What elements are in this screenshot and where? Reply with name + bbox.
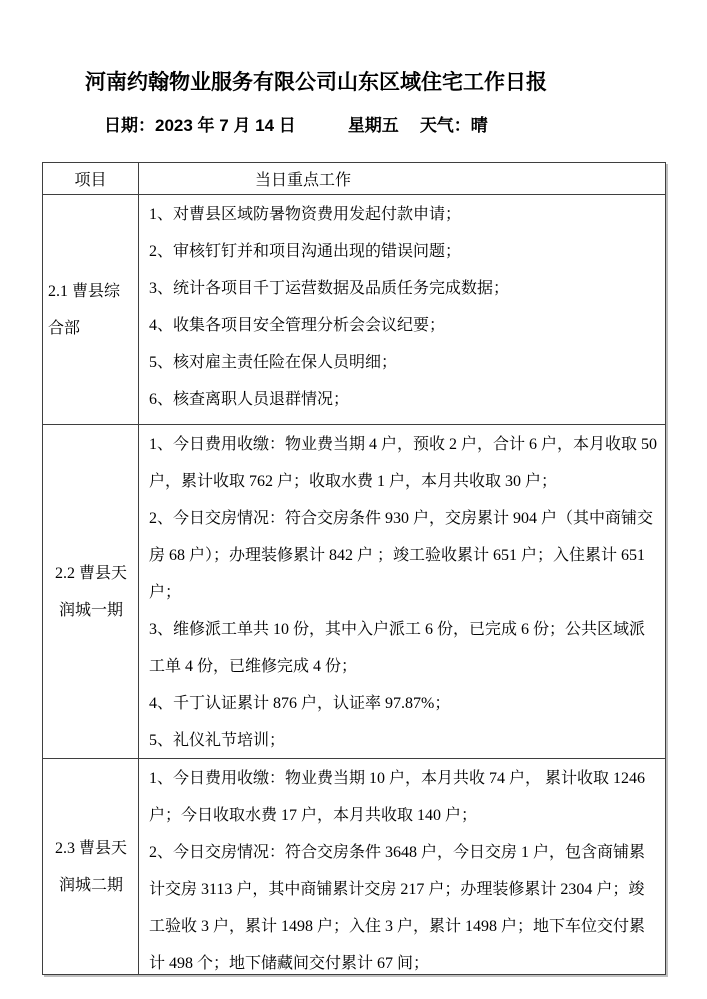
column-header-project: 项目 — [43, 163, 139, 194]
work-cell — [139, 195, 665, 424]
work-cell — [139, 425, 665, 758]
project-line: 2.1 曹县综 — [48, 282, 121, 300]
work-item: 4、收集各项目安全管理分析会会议纪要； — [149, 317, 446, 334]
dateline — [104, 111, 488, 136]
work-cell — [139, 759, 665, 974]
page-title: 河南约翰物业服务有限公司山东区域住宅工作日报 — [85, 71, 547, 94]
work-item: 2、今日交房情况：符合交房条件 3648 户，今日交房 1 户，包含商铺累计交房 3113 户，其中商铺累计交房 217 户；办理装修累计 2304 户；竣工验收 3 户，累计 1498 户；入住 3 户，累计 1498 户；地下车位交付累计 498 个；地下储藏间交付累计 67 间； — [149, 844, 646, 972]
project-cell — [43, 759, 139, 974]
column-header-work: 当日重点工作 — [255, 172, 352, 189]
table-row — [43, 194, 665, 424]
work-item: 5、核对雇主责任险在保人员明细； — [149, 354, 398, 371]
work-item: 3、维修派工单共 10 份，其中入户派工 6 份，已完成 6 份；公共区域派工单 4 份，已维修完成 4 份； — [149, 621, 646, 675]
weather-text: 天气：晴 — [419, 116, 488, 135]
project-cell — [43, 195, 139, 424]
work-item: 1、今日费用收缴：物业费当期 4 户，预收 2 户，合计 6 户，本月收取 50 户，累计收取 762 户；收取水费 1 户，本月共收取 30 户； — [149, 436, 658, 490]
project-line: 2.2 曹县天 — [54, 564, 127, 582]
work-item: 5、礼仪礼节培训； — [149, 732, 286, 749]
project-cell — [43, 425, 139, 758]
project-line: 合部 — [48, 319, 81, 337]
table-row — [43, 758, 665, 974]
work-item: 6、核查离职人员退群情况； — [149, 391, 350, 408]
project-line: 润城二期 — [58, 876, 123, 894]
project-line: 2.3 曹县天 — [54, 839, 127, 857]
report-table — [42, 162, 666, 975]
work-item: 1、今日费用收缴：物业费当期 10 户，本月共收 74 户， 累计收取 1246 户；今日收取水费 17 户，本月共收取 140 户； — [149, 770, 646, 824]
work-item: 4、千丁认证累计 876 户，认证率 97.87%； — [149, 695, 451, 712]
work-item: 2、今日交房情况：符合交房条件 930 户，交房累计 904 户（其中商铺交房 68 户）；办理装修累计 842 户 ；竣工验收累计 651 户；入住累计 651 户； — [149, 510, 654, 601]
work-item: 3、统计各项目千丁运营数据及品质任务完成数据； — [149, 280, 510, 297]
table-header-row — [43, 163, 665, 194]
work-item: 1、对曹县区域防暑物资费用发起付款申请； — [149, 206, 462, 223]
date-text: 日期：2023 年 7 月 14 日 — [104, 116, 296, 135]
work-item: 2、审核钉钉并和项目沟通出现的错误问题； — [149, 243, 462, 260]
table-row — [43, 424, 665, 758]
weekday-text: 星期五 — [347, 116, 399, 135]
project-line: 润城一期 — [58, 601, 123, 619]
